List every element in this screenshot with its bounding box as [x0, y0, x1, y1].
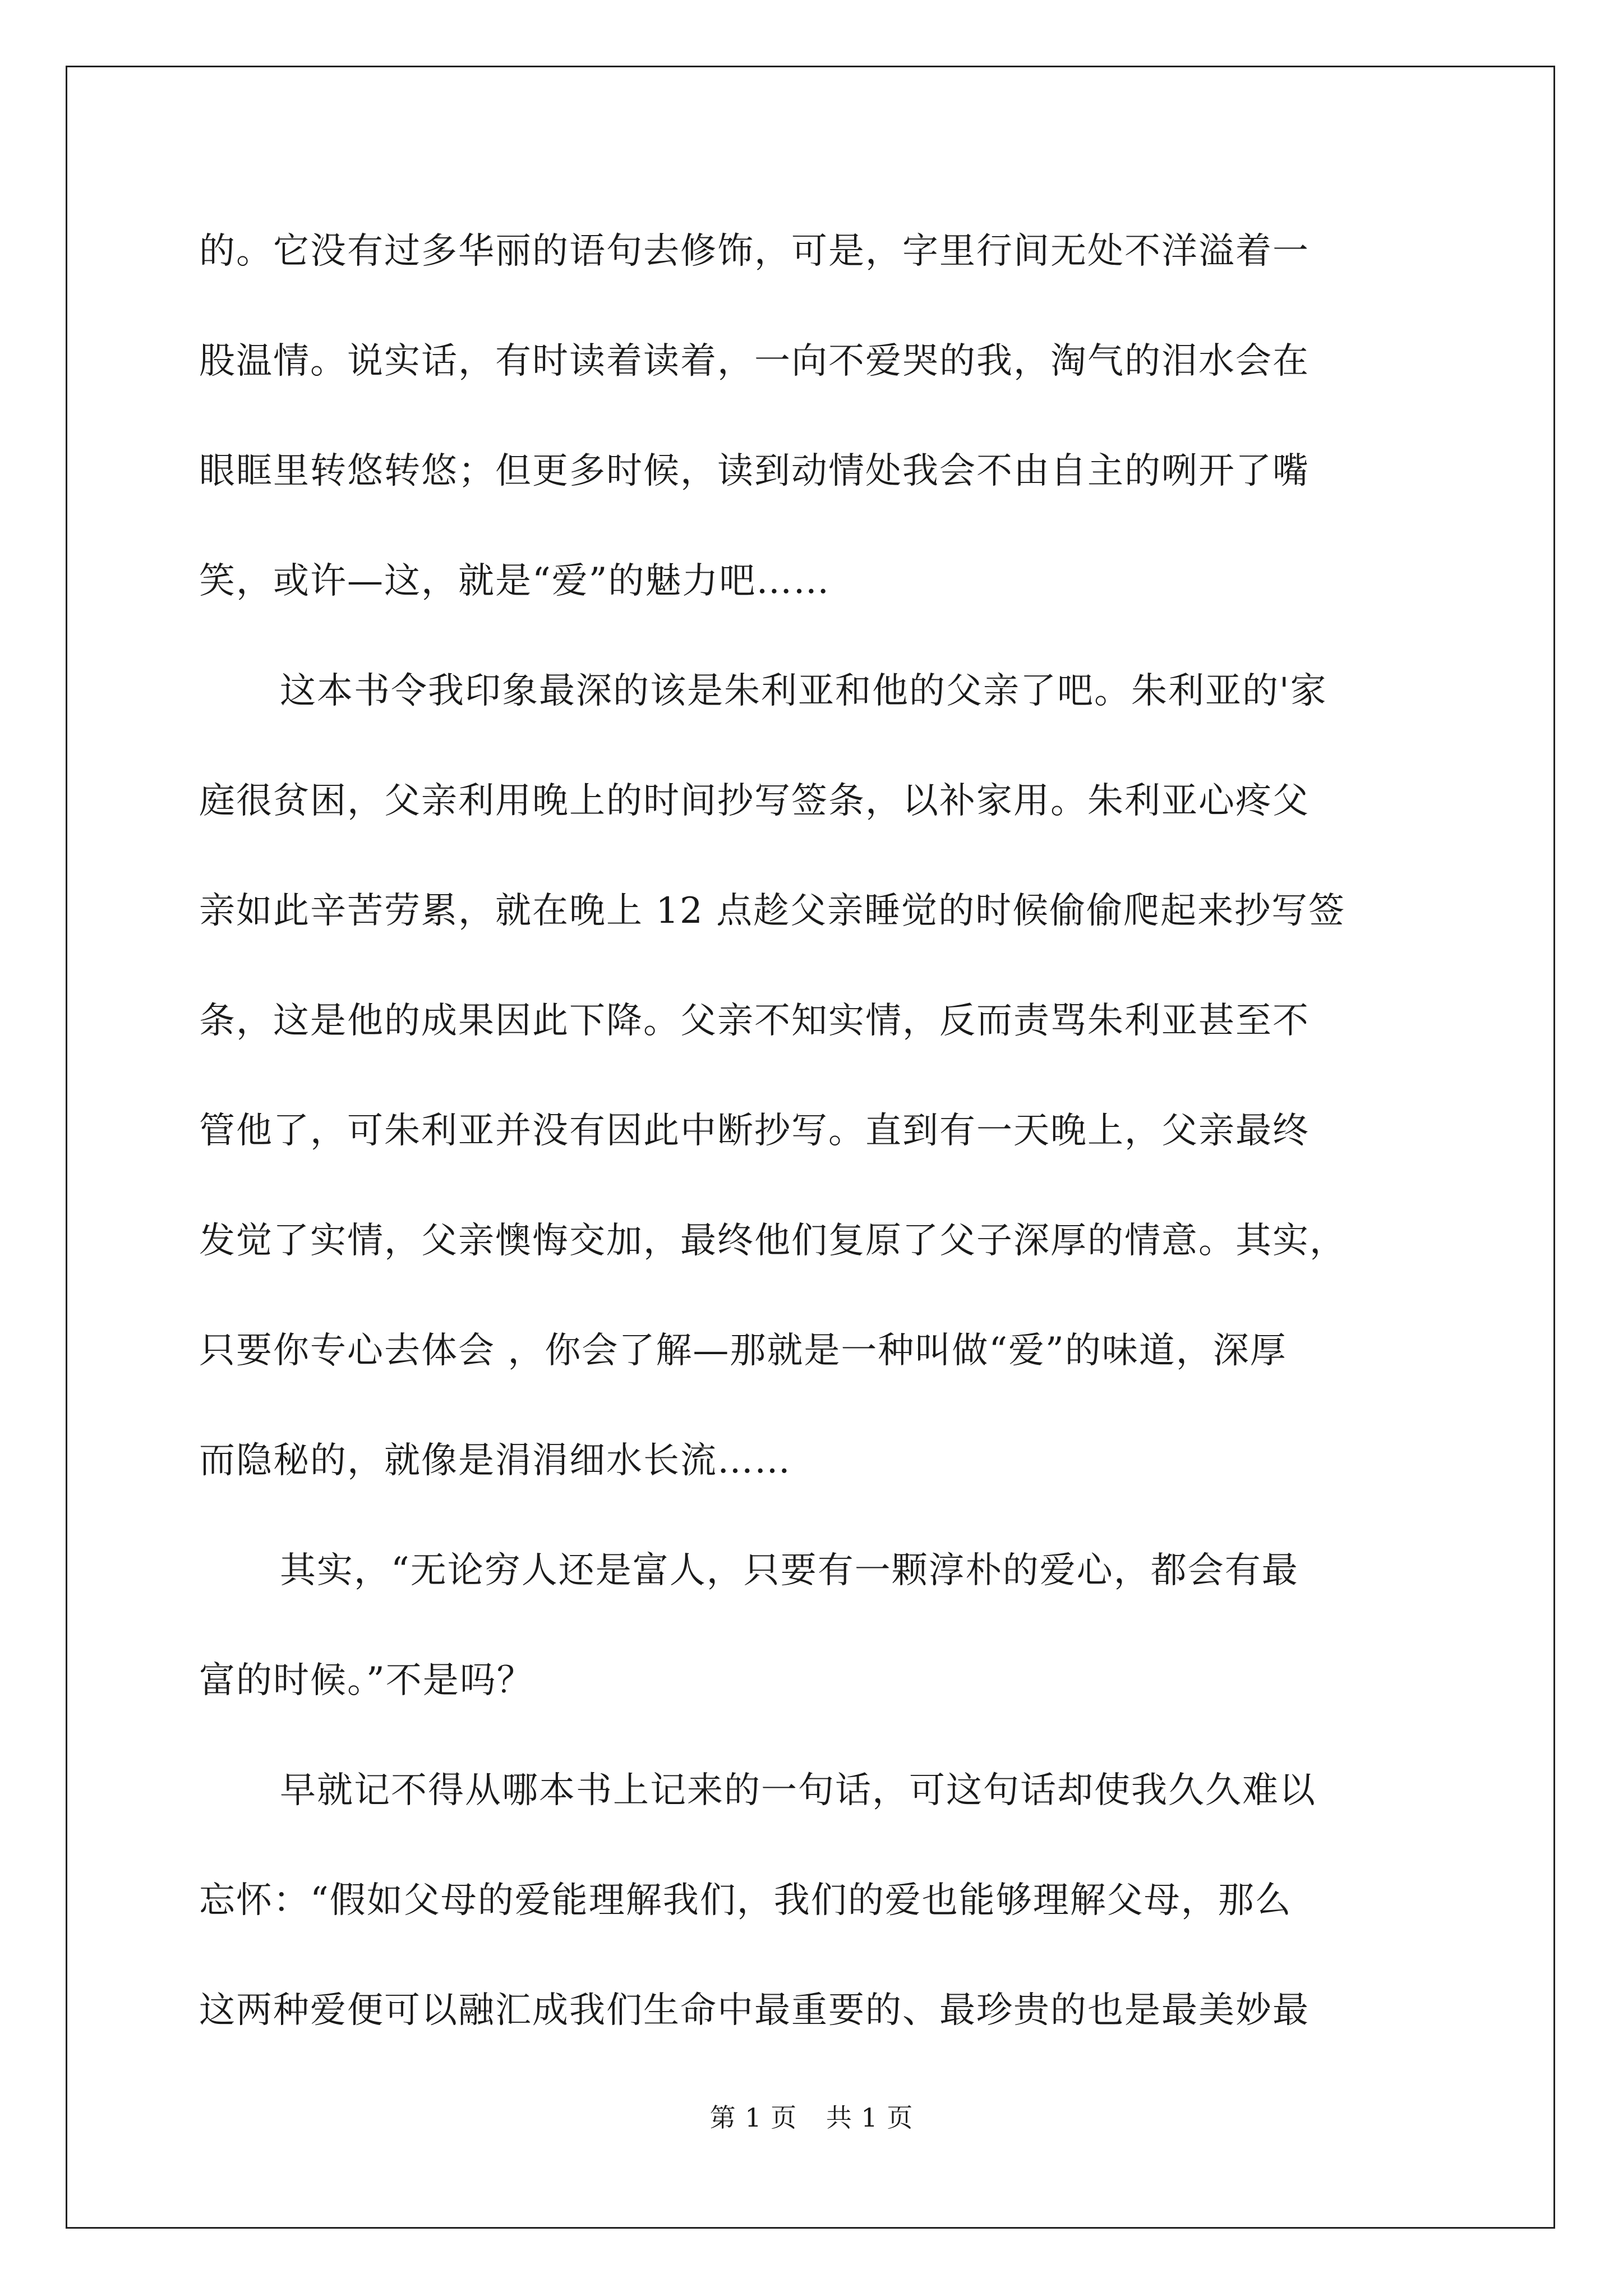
text-line: 忘怀：“假如父母的爱能理解我们，我们的爱也能够理解父母，那么 — [199, 1880, 1292, 1921]
text-line: 其实，“无论穷人还是富人，只要有一颗淳朴的爱心，都会有最 — [280, 1550, 1299, 1591]
page-footer — [0, 2101, 1623, 2134]
text-line: 这本书令我印象最深的该是朱利亚和他的父亲了吧。朱利亚的'家 — [280, 670, 1327, 712]
text-line: 而隐秘的，就像是涓涓细水长流…… — [199, 1440, 791, 1481]
document-body — [199, 196, 1422, 2065]
text-line: 管他了，可朱利亚并没有因此中断抄写。直到有一天晚上，父亲最终 — [199, 1110, 1310, 1152]
text-line: 条，这是他的成果因此下降。父亲不知实情，反而责骂朱利亚甚至不 — [199, 1000, 1310, 1042]
text-line: 发觉了实情，父亲懊悔交加，最终他们复原了父子深厚的情意。其实， — [199, 1220, 1347, 1262]
text-line: 早就记不得从哪本书上记来的一句话，可这句话却使我久久难以 — [280, 1770, 1316, 1811]
text-line: 只要你专心去体会 ，你会了解—那就是一种叫做“爱”的味道，深厚 — [199, 1330, 1287, 1372]
text-line: 股温情。说实话，有时读着读着，一向不爱哭的我，淘气的泪水会在 — [199, 341, 1310, 382]
page-number: 第 1 页 — [709, 2102, 797, 2133]
text-line: 富的时候。”不是吗？ — [199, 1660, 534, 1701]
text-line: 亲如此辛苦劳累，就在晚上 12 点趁父亲睡觉的时候偷偷爬起来抄写签 — [199, 890, 1346, 932]
text-line: 的。它没有过多华丽的语句去修饰，可是，字里行间无处不洋溢着一 — [199, 231, 1310, 272]
text-line: 笑，或许—这，就是“爱”的魅力吧…… — [199, 560, 831, 602]
text-line: 庭很贫困，父亲利用晚上的时间抄写签条，以补家用。朱利亚心疼父 — [199, 780, 1310, 822]
text-line: 眼眶里转悠转悠；但更多时候，读到动情处我会不由自主的咧开了嘴 — [199, 450, 1310, 492]
page-total: 共 1 页 — [826, 2102, 914, 2133]
text-line: 这两种爱便可以融汇成我们生命中最重要的、最珍贵的也是最美妙最 — [199, 1990, 1310, 2031]
